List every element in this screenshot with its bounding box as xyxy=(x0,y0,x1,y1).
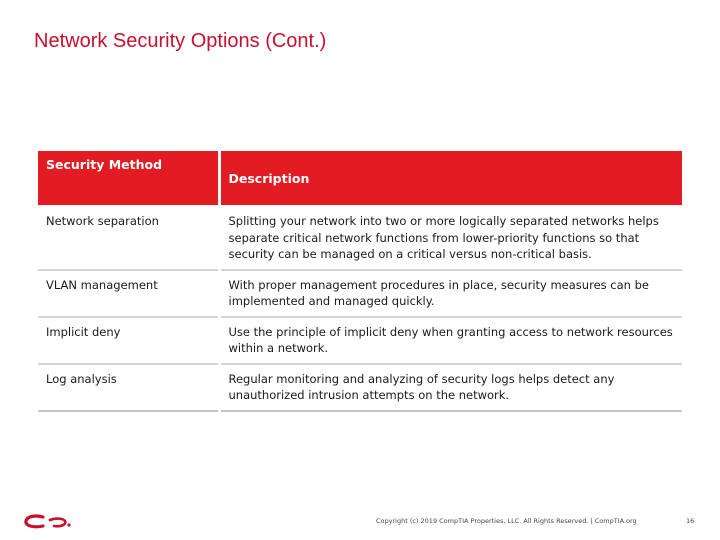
footer-copyright: Copyright (c) 2019 CompTIA Properties, LLC. All Rights Reserved. | CompTIA.org xyxy=(376,517,637,525)
security-methods-table xyxy=(38,151,682,412)
comptia-logo-icon xyxy=(22,512,74,532)
table-header-row xyxy=(38,151,682,206)
description-cell: Regular monitoring and analyzing of security logs helps detect any unauthorized intrusion attempts on the network. xyxy=(219,364,682,411)
slide-title: Network Security Options (Cont.) xyxy=(34,30,327,52)
table-row xyxy=(38,364,682,411)
method-cell: Network separation xyxy=(38,206,219,270)
method-cell: Log analysis xyxy=(38,364,219,411)
description-cell: With proper management procedures in place, security measures can be implemented and managed quickly. xyxy=(219,270,682,317)
table-row xyxy=(38,317,682,364)
description-cell: Splitting your network into two or more logically separated networks helps separate critical network functions from lower-priority functions so that security can be managed on a critical versus non-critical basis. xyxy=(219,206,682,270)
page-number: 16 xyxy=(686,517,695,525)
header-security-method: Security Method xyxy=(38,151,219,206)
method-cell: Implicit deny xyxy=(38,317,219,364)
method-cell: VLAN management xyxy=(38,270,219,317)
table-row xyxy=(38,270,682,317)
description-cell: Use the principle of implicit deny when granting access to network resources within a network. xyxy=(219,317,682,364)
table-row xyxy=(38,206,682,270)
header-description: Description xyxy=(219,151,682,206)
